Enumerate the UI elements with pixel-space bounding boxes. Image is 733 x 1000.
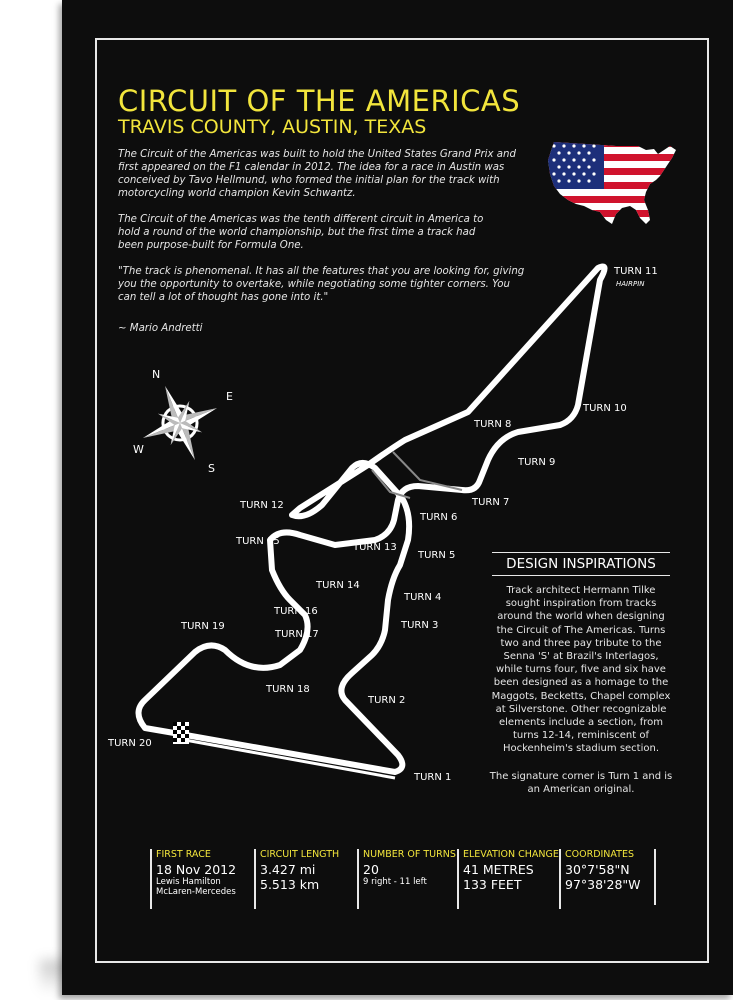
compass-e: E: [226, 390, 233, 403]
stat-circuit-length: [254, 849, 339, 909]
turn-13-label: TURN 13: [353, 542, 397, 553]
turn-17-label: TURN 17: [275, 629, 319, 640]
turn-3-label: TURN 3: [401, 620, 439, 631]
turn-9-label: TURN 9: [518, 457, 556, 468]
turn-2-label: TURN 2: [368, 695, 406, 706]
quote-paragraph: "The track is phenomenal. It has all the features that you are looking for, giving you the opportunity to overtake, while negotiating some tighter corners. You can tell a lot of thought has gone into it.": [118, 266, 525, 303]
compass-n: N: [152, 368, 161, 381]
intro-paragraph: The Circuit of the Americas was built to hold the United States Grand Prix and first appeared on the F1 calendar in 2012. The idea for a race in Austin was conceived by Tavo Hellmund, who formed the initial plan for the track with motorcycling world champion Kevin Schwantz.: [118, 149, 516, 199]
number-of-turns-split: 9 right - 11 left: [363, 877, 427, 887]
turn-12-label: TURN 12: [240, 500, 284, 511]
stat-coordinates: [559, 849, 641, 909]
turn-11-label: TURN 11: [614, 266, 658, 277]
coordinates-lon: 97°38'28"W: [565, 877, 641, 892]
history-paragraph: The Circuit of the Americas was the tenth different circuit in America to hold a round of the world championship, but the first time a track had been purpose-built for Formula One.: [118, 214, 484, 251]
circuit-length-mi: 3.427 mi: [260, 862, 316, 877]
compass-s: S: [208, 462, 215, 475]
coordinates-label: COORDINATES: [565, 849, 635, 860]
quote-author: ~ Mario Andretti: [118, 323, 203, 334]
turn-18-label: TURN 18: [266, 684, 310, 695]
compass-w: W: [133, 443, 144, 456]
stat-first-race: [150, 849, 236, 909]
turn-1-label: TURN 1: [414, 772, 452, 783]
turn-7-label: TURN 7: [472, 497, 510, 508]
turn-10-label: TURN 10: [583, 403, 627, 414]
turn-5-label: TURN 5: [418, 550, 456, 561]
first-race-date: 18 Nov 2012: [156, 862, 237, 877]
turn-6-label: TURN 6: [420, 512, 458, 523]
turn-19-label: TURN 19: [181, 621, 225, 632]
turn-15-label: TURN 15: [236, 536, 280, 547]
circuit-length-label: CIRCUIT LENGTH: [260, 849, 340, 860]
stat-elevation-change: [457, 849, 559, 909]
turn-11-note: HAIRPIN: [616, 280, 645, 288]
turn-14-label: TURN 14: [316, 580, 360, 591]
elevation-change-label: ELEVATION CHANGE: [463, 849, 559, 860]
first-race-label: FIRST RACE: [156, 849, 211, 860]
turn-20-label: TURN 20: [108, 738, 152, 749]
design-inspirations-body: [489, 584, 673, 810]
poster-title: CIRCUIT OF THE AMERICAS: [118, 84, 521, 118]
turn-4-label: TURN 4: [404, 592, 442, 603]
design-paragraph-2: The signature corner is Turn 1 and is an American original.: [489, 770, 673, 795]
elevation-change-feet: 133 FEET: [463, 877, 522, 892]
stat-number-of-turns: [357, 849, 456, 909]
number-of-turns-label: NUMBER OF TURNS: [363, 849, 456, 860]
poster-subtitle: TRAVIS COUNTY, AUSTIN, TEXAS: [118, 116, 427, 138]
coordinates-lat: 30°7'58"N: [565, 862, 630, 877]
first-race-winner: Lewis Hamilton: [156, 877, 221, 887]
number-of-turns-value: 20: [363, 862, 379, 877]
stats-end-divider: [654, 849, 656, 905]
design-inspirations-heading: DESIGN INSPIRATIONS: [492, 552, 670, 576]
design-paragraph-1: Track architect Hermann Tilke sought inspiration from tracks around the world when designing the Circuit of The Americas. Turns two and three pay tribute to the Senna 'S' at Brazil's Interlagos, while turns four, five and six have been designed as a homage to the Maggots, Becketts, Chapel complex at Silverstone. Other recognizable elements include a section, from turns 12-14, reminiscent of Hockenheim's stadium section.: [491, 585, 671, 755]
elevation-change-metres: 41 METRES: [463, 862, 534, 877]
first-race-team: McLaren-Mercedes: [156, 887, 236, 897]
turn-8-label: TURN 8: [474, 419, 512, 430]
pit-lane: [185, 740, 395, 778]
turn-16-label: TURN 16: [274, 606, 318, 617]
circuit-length-km: 5.513 km: [260, 877, 320, 892]
checkered-flag-icon: [173, 722, 189, 744]
